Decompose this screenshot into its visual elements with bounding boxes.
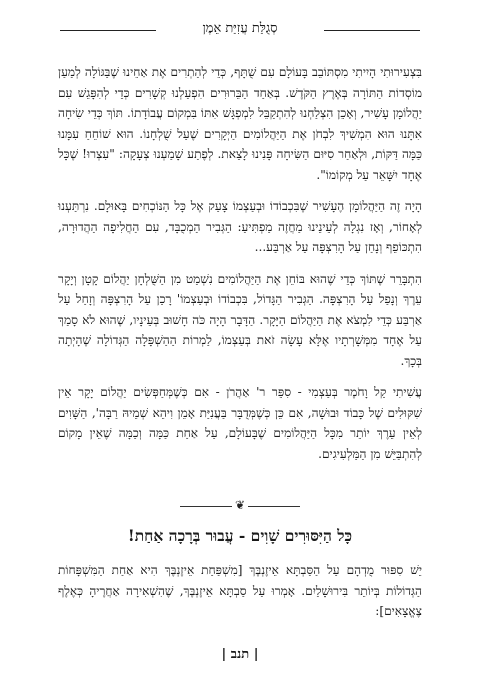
story-body: [58, 62, 422, 475]
paragraph-3: הִתְבָּרֵר שֶׁתּוֹךְ כְּדֵי שֶׁהוּא בּוֹחֵן אֶת הַיַּהֲלוֹמִים נִשְׁמַט מִן הַשֻּׁלְחָן יַהֲלוֹם קָטָן וְיָקָר עֵרֶךְ וְנָפַל עַל הָרִצְפָּה. הַגְּבִיר הַגָּדוֹל, בִּכְבוֹדוֹ וּבְעַצְמוֹ' רָכַן עַל הָרִצְפָּה וְזָחַל עַל אַרְבַּע כְּדֵי לִמְצֹא אֶת הַיַּהֲלוֹם הַיָּקָר. הַדָּבָר הָיָה כֹּה חָשׁוּב בְּעֵינָיו, שֶׁהוּא לֹא סָמַךְ עַל אֶחָד מִמְּשָׁרְתָיו אֶלָּא עָשָׂה זֹאת בְּעַצְמוֹ, לַמְרוֹת הַהַשְׁפָּלָה הַגְּדוֹלָה שֶׁהָיְתָה בְּכָךְ.: [58, 271, 422, 368]
running-header: [60, 20, 420, 42]
divider-ornament-icon: ❦: [234, 498, 246, 512]
page-number: | תנב |: [221, 647, 259, 662]
running-header-title: סְגֻלַּת עֲזִיַּת אֵמֶן: [202, 21, 278, 36]
divider-line-left: [180, 506, 232, 507]
section-heading: כָּל הַיִּסּוּרִים שָׁוִים - עֲבוּר בְּרָכָה אַחַת!: [127, 526, 353, 545]
paragraph-4: עֲשִׁיתִי קַל וָחֹמֶר בְּעַצְמִי - סִפֵּר ר' אַהֲרֹן - אִם כְּשֶׁמְּחַפְּשִׂים יַהֲלוֹם יָקָר אֵין שִׁקּוּלִים שֶׁל כָּבוֹד וּבוּשָׁה, אִם כֵּן כְּשֶׁמְּדֻבָּר בַּעֲנִיַּת אָמֵן וִיהֵא שְׁמֵיהּ רַבָּה', הַשָּׁוִים לְאֵין עֵרֶךְ יוֹתֵר מִכָּל הַיַּהֲלוֹמִים שֶׁבָּעוֹלָם, עַל אַחַת כַּמָּה וְכַמָּה שֶׁאֵין מָקוֹם לְהִתְבַּיֵּשׁ מִן הַמַּלְעִיגִים.: [58, 385, 422, 461]
ornamental-divider: [180, 500, 300, 514]
header-rule-right: [324, 30, 420, 31]
divider-line-right: [248, 506, 300, 507]
header-rule-left: [60, 30, 156, 31]
section-paragraph: יֵשׁ סִפּוּר מֻדְהָם עַל הַסַּבְתָּא אֵיזֶנְבֶּךְ [מִשְׁפַּחַת אֵיזֶנְבֶּךְ הִיא אַחַת הַמִּשְׁפָּחוֹת הַגְּדוֹלוֹת בְּיוֹתֵר בִּירוּשָׁלַיִם. אָמְרוּ עַל סַבְתָּא אֵיזֶנְבֶּךְ, שֶׁהִשְׁאִירָה אַחֲרֶיהָ כְּאֶלֶף צֶאֱצָאִים]:: [58, 563, 422, 618]
paragraph-2: הָיָה זֶה הַיַּהֲלוֹמָן הֶעָשִׁיר שֶׁבִּכְבוֹדוֹ וּבְעַצְמוֹ צָעַק אֶל כָּל הַנּוֹכְחִים בָּאוּלָם. נִרְתַּעְנוּ לְאָחוֹר, וְאָז נִגְלָה לְעֵינֵינוּ מַחֲזֶה מַפְתִּיעַ: הַגְּבִיר הַמְכֻבָּד, עִם הַחֲלִיפָה הַהֲדוּרָה, הִתְכּוֹפֵף וְנָחַן עַל הָרִצְפָּה עַל אַרְבַּע...: [58, 199, 422, 254]
paragraph-1: בִּצְעִירוּתִי הָיִיתִי מִסְתּוֹבֵב בָּעוֹלָם עִם שֻׁתָּף, כְּדֵי לְהַתְרִים אֶת אַחֵינוּ שֶׁבַּגּוֹלָה לְמַעַן מוֹסְדוֹת הַתּוֹרָה בְּאֶרֶץ הַקֹּדֶשׁ. בְּאַחַד הַבֵּרוּרִים הִפְעַלְנוּ קְשָׁרִים כְּדֵי לְהִפָּגֵשׁ עִם יַהֲלוֹמָן עָשִׁיר, וְאָכֵן הִצְלַחְנוּ לְהִתְקַבֵּל לִמְפְגָּשׁ אִתּוֹ בִּמְקוֹם עֲבוֹדָתוֹ. תּוֹךְ כְּדֵי שִׂיחָה אִתָּנוּ הוּא הִמְשִׁיךְ לִבְחֹן אֶת הַיַּהֲלוֹמִים הַיְקָרִים שֶׁעַל שֻׁלְחָנוֹ. הוּא שׁוֹחֵחַ עִמָּנוּ כַּמָּה דַּקּוֹת, וּלְאַחַר סִיּוּם הַשִּׂיחָה פָּנִינוּ לָצֵאת. לְפֶתַע שָׁמַעְנוּ צְעָקָה: "עִצְרוּ! שֶׁכָּל אֶחָד יִשָּׁאֵר עַל מְקוֹמוֹ".: [58, 65, 422, 182]
